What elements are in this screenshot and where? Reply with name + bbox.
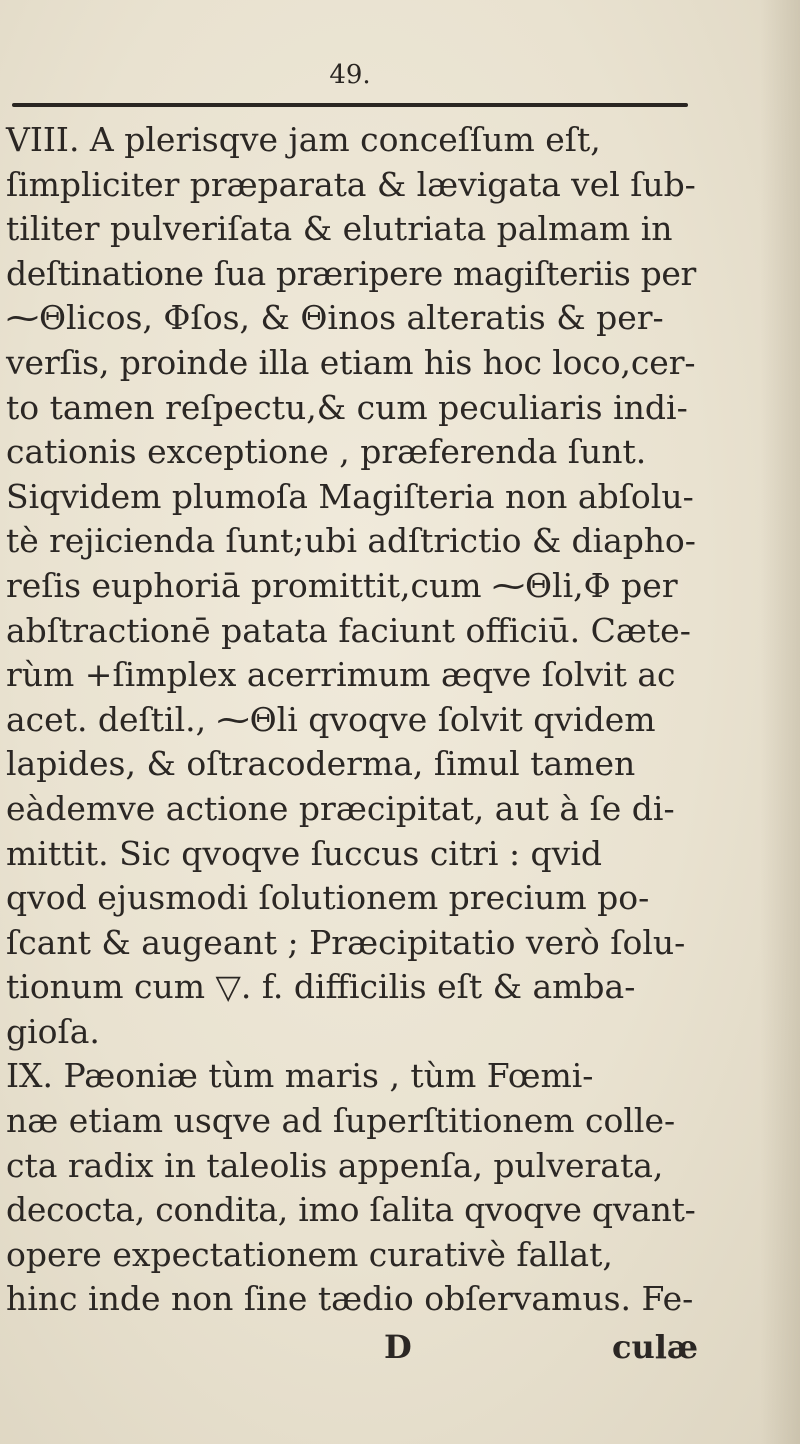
- text-line: gioſa.: [6, 1011, 100, 1051]
- page-edge-shadow: [760, 0, 800, 1444]
- header-rule: [12, 103, 688, 107]
- text-line: ⁓Θlicos, Φſos, & Θinos alteratis & per-: [6, 298, 664, 338]
- body-text: [6, 118, 696, 1322]
- text-line: acet. deſtil., ⁓Θli qvoqve ſolvit qvidem: [6, 699, 656, 739]
- text-line: tiliter pulveriſata & elutriata palmam in: [6, 209, 673, 249]
- text-line: hinc inde non ſine tædio obſervamus. Fe-: [6, 1279, 694, 1319]
- text-line: decocta, condita, imo ſalita qvoqve qvant-: [6, 1190, 696, 1230]
- text-line: eàdemve actione præcipitat, aut à ſe di-: [6, 788, 675, 828]
- text-line: mittit. Sic qvoqve ſuccus citri : qvid: [6, 833, 602, 873]
- text-line: rùm +ſimplex acerrimum æqve ſolvit ac: [6, 655, 676, 695]
- text-line: qvod ejusmodi ſolutionem precium po-: [6, 878, 650, 918]
- page-number: 49.: [329, 60, 371, 90]
- text-line: tè rejicienda ſunt;ubi adſtrictio & diapho-: [6, 521, 696, 561]
- text-line: ſcant & augeant ; Præcipitatio verò ſolu-: [6, 922, 686, 962]
- text-line: abſtractionē patata faciunt officiū. Cæte-: [6, 610, 691, 650]
- text-line: IX. Pæoniæ tùm maris , tùm Fœmi-: [6, 1056, 594, 1096]
- text-line: ſimpliciter præparata & lævigata vel ſub-: [6, 164, 696, 204]
- text-line: cationis exceptione , præferenda ſunt.: [6, 432, 647, 472]
- text-line: to tamen reſpectu,& cum peculiaris indi-: [6, 387, 688, 427]
- text-line: VIII. A plerisqve jam conceſſum eſt,: [6, 120, 601, 159]
- text-line: tionum cum ▽. f. difficilis eſt & amba-: [6, 967, 636, 1007]
- text-line: næ etiam usqve ad ſuperſtitionem colle-: [6, 1101, 676, 1141]
- text-line: reſis euphoriā promittit,cum ⁓Θli,Φ per: [6, 565, 678, 605]
- text-line: deſtinatione ſua præripere magiſteriis per: [6, 253, 696, 293]
- catchword: culæ: [612, 1328, 699, 1366]
- signature-mark: D: [384, 1328, 412, 1366]
- text-line: lapides, & oſtracoderma, ſimul tamen: [6, 744, 636, 784]
- text-line: cta radix in taleolis appenſa, pulverata,: [6, 1145, 664, 1185]
- text-line: opere expectationem curativè fallat,: [6, 1234, 613, 1274]
- text-line: verſis, proinde illa etiam his hoc loco,cer-: [6, 342, 696, 382]
- text-line: Siqvidem plumoſa Magiſteria non abſolu-: [6, 476, 694, 516]
